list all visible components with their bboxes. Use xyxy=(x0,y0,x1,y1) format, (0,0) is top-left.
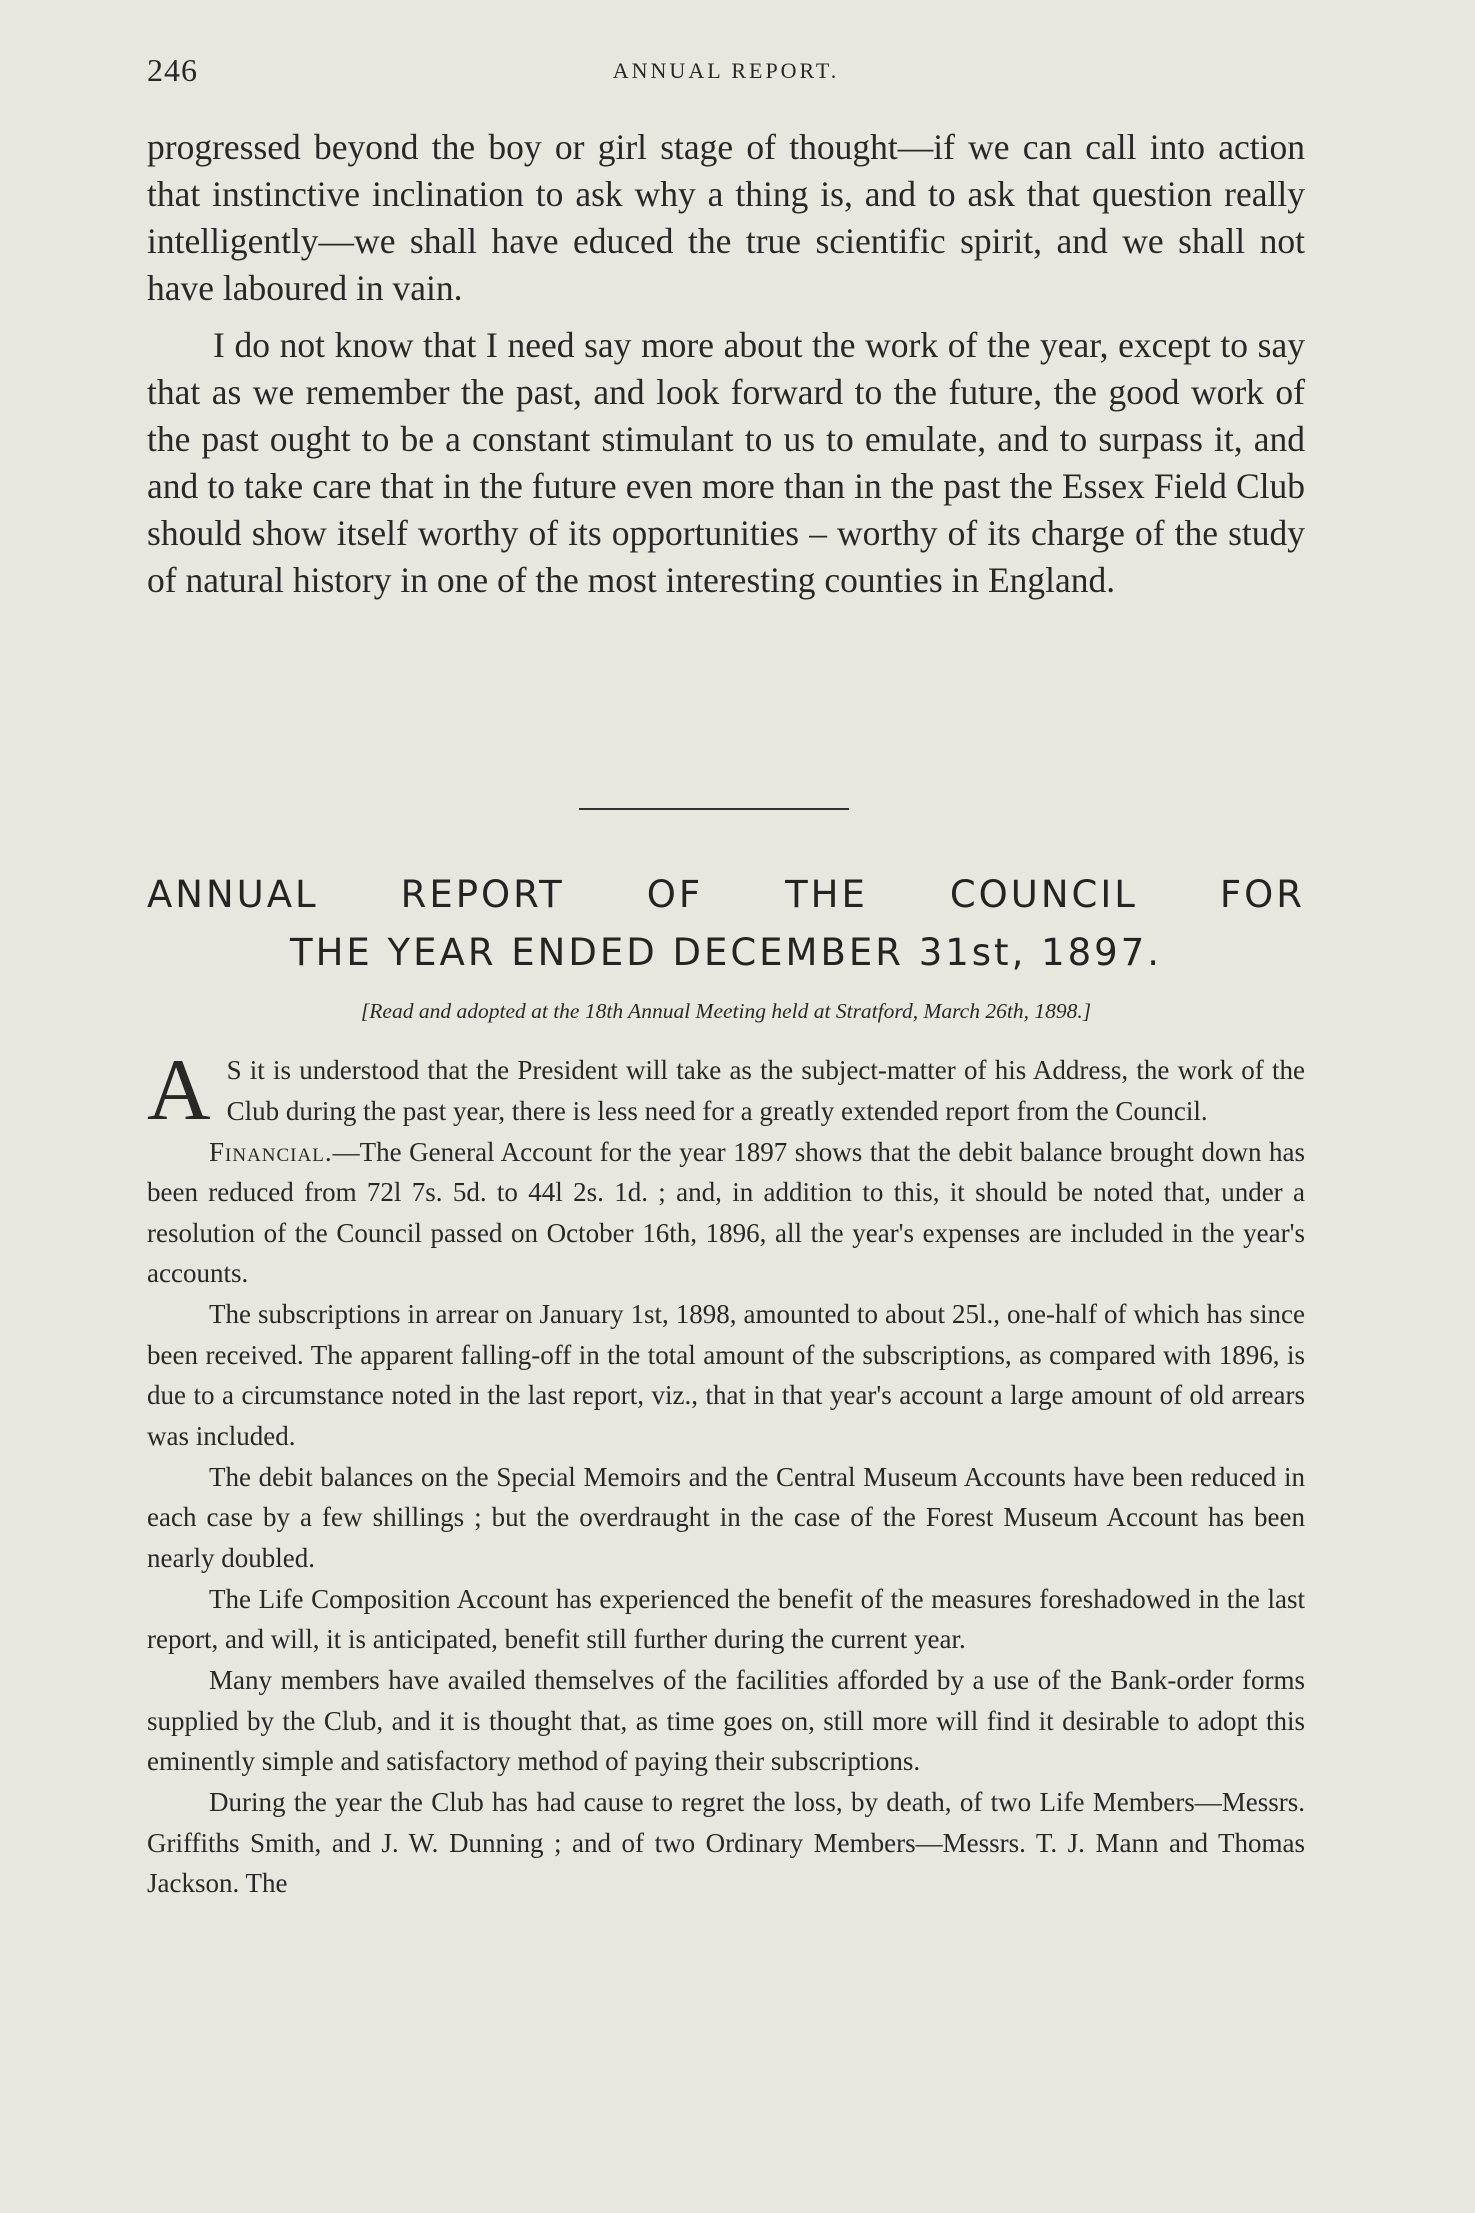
financial-label: Financial. xyxy=(209,1136,333,1167)
life-composition-paragraph: The Life Composition Account has experienced the benefit of the measures foreshadowed in the last report, and will, it is anticipated, benefit still further during the current year. xyxy=(147,1583,1305,1654)
opening-paragraph xyxy=(147,1042,1305,1139)
opening-paragraph-text: S it is understood that the President will take as the subject-matter of his Address, the work of the Club during the past year, there is less need for a greatly extended report from the Council. xyxy=(226,1055,1305,1126)
debit-balances-paragraph: The debit balances on the Special Memoirs and the Central Museum Accounts have been reduced in each case by a few shillings ; but the overdraught in the case of the Forest Museum Account has been nearly doubled. xyxy=(147,1461,1305,1573)
financial-paragraph xyxy=(147,1132,1305,1294)
deaths-paragraph: During the year the Club has had cause to regret the loss, by death, of two Life Members—Messrs. Griffiths Smith, and J. W. Dunning ; and of two Ordinary Members—Messrs. T. J. Mann and Thomas Jackson. The xyxy=(147,1787,1305,1898)
report-heading-line-1: ANNUAL REPORT OF THE COUNCIL FOR xyxy=(147,873,1305,916)
page-number: 246 xyxy=(147,52,198,88)
subscriptions-paragraph: The subscriptions in arrear on January 1st, 1898, amounted to about 25l., one-half of which has since been received. The apparent falling-off in the total amount of the subscriptions, as compared with 1896, is due to a circumstance noted in the last report, viz., that in that year's account a large amount of old arrears was included. xyxy=(147,1299,1305,1451)
bank-order-paragraph: Many members have availed themselves of the facilities afforded by a use of the Bank-order forms supplied by the Club, and it is thought that, as time goes on, still more will find it desirable to adopt this eminently simple and satisfactory method of paying their subscriptions. xyxy=(147,1665,1305,1776)
report-heading-line-2: THE YEAR ENDED DECEMBER 31st, 1897. xyxy=(289,931,1163,974)
read-note: [Read and adopted at the 18th Annual Meeting held at Stratford, March 26th, 1898.] xyxy=(360,999,1092,1023)
closing-paragraph: I do not know that I need say more about the work of the year, except to say that as we remember the past, and look forward to the future, the good work of the past ought to be a constant stimulant to us to emulate, and to surpass it, and and to take care that in the future even more than in the past the Essex Field Club should show itself worthy of its opportunities – worthy of its charge of the study of natural history in one of the most interesting counties in England. xyxy=(147,325,1305,600)
continued-text xyxy=(147,124,1305,604)
running-head xyxy=(147,52,1305,92)
continued-paragraph: progressed beyond the boy or girl stage of thought—if we can call into action that instinctive inclination to ask why a thing is, and to ask that question really intelligently—we shall have educed the true scientific spirit, and we shall not have laboured in vain. xyxy=(147,127,1305,308)
running-title: ANNUAL REPORT. xyxy=(612,58,840,83)
financial-text: —The General Account for the year 1897 shows that the debit balance brought down has been reduced from 72l 7s. 5d. to 44l 2s. 1d. ; and, in addition to this, it should be noted that, under a resolution of the Council passed on October 16th, 1896, all the year's expenses are included in the year's accounts. xyxy=(147,1136,1305,1288)
section-divider xyxy=(579,808,849,810)
drop-cap: A xyxy=(147,1042,211,1139)
report-body xyxy=(147,1042,1305,1904)
report-heading xyxy=(147,866,1305,982)
